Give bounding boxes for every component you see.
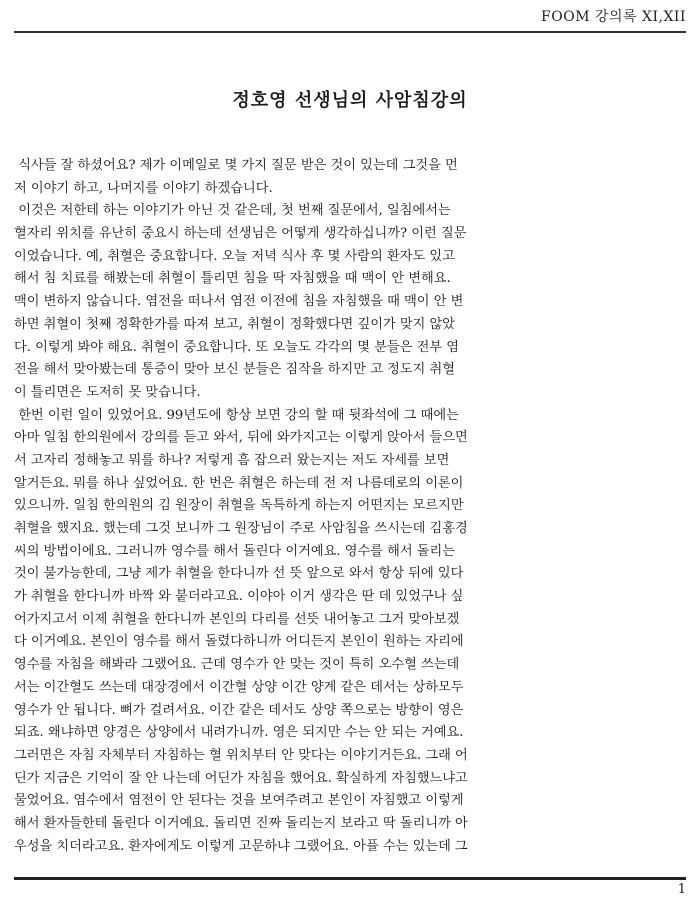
body-line: 알거든요. 뭐를 하나 싶었어요. 한 번은 취혈은 하는데 전 저 나름데로의 이론이 [14,475,464,491]
body-line: 것이 불가능한데, 그냥 제가 취혈을 한다니까 선 뜻 앞으로 와서 항상 뒤에 있다 [14,566,464,582]
body-line: 딘가 지금은 기억이 잘 안 나는데 어딘가 자침을 했어요. 확실하게 자침했느냐고 [14,770,468,786]
body-line: 하면 취혈이 첫째 정확한가를 따져 보고, 취혈이 정확했다면 깊이가 맞지 않았 [14,316,456,332]
body-line: 다 이거예요. 본인이 영수를 해서 돌렸다하니까 어디든지 본인이 원하는 자리에 [14,634,464,650]
lecture-body [14,155,686,858]
body-line: 전을 해서 맞아봤는데 통증이 맞아 보신 분들은 짐작을 하지만 고 정도지 취혈 [14,362,456,378]
body-line: 한번 이런 일이 있었어요. 99년도에 항상 보면 강의 할 때 뒷좌석에 그 때에는 [14,407,459,423]
body-line: 혈자리 위치를 유난히 중요시 하는데 선생님은 어떻게 생각하십니까? 이런 질문 [14,226,467,242]
body-line: 아마 일침 한의원에서 강의를 듣고 와서, 뒤에 와가지고는 이렇게 앉아서 들으면 [14,430,468,446]
body-line: 다. 이렇게 봐야 해요. 취혈이 중요합니다. 또 오늘도 각각의 몇 분들은 전부 염 [14,339,460,355]
body-line: 이었습니다. 예, 취혈은 중요합니다. 오늘 저녁 식사 후 몇 사람의 환자도 있고 [14,248,455,264]
body-line: 식사들 잘 하셨어요? 제가 이메일로 몇 가지 질문 받은 것이 있는데 그것을 먼 [14,158,458,173]
body-line: 있으니까. 일침 한의원의 김 원장이 취혈을 독특하게 하는지 어떤지는 모르지만 [14,498,464,514]
body-line: 해서 환자들한테 돌린다 이거예요. 돌리면 진짜 돌리는지 보라고 딱 돌리니까 아 [14,815,468,831]
body-line: 이 틀리면은 도저히 못 맞습니다. [14,384,201,400]
running-header: FOOM 강의록 XI,XII [541,9,686,25]
body-line: 취혈을 했지요. 했는데 그것 보니까 그 원장님이 주로 사암침을 쓰시는데 김홍경 [14,521,468,536]
body-line: 가 취혈을 한다니까 바짝 와 붙더라고요. 이야아 이거 생각은 딴 데 있었구나 싶 [14,589,464,605]
body-line: 우성을 치더라고요. 환자에게도 이렇게 고문하냐 그랬어요. 아플 수는 있는데 그 [14,838,468,854]
body-line: 영수를 자침을 해봐라 그랬어요. 근데 영수가 안 맞는 것이 특히 오수혈 쓰는데 [14,657,460,673]
body-line: 맥이 변하지 않습니다. 염전을 떠나서 염전 이전에 침을 자침했을 때 맥이 안 변 [14,294,464,310]
body-line: 그러면은 자침 자체부터 자침하는 혈 위치부터 안 맞다는 이야기거든요. 그래 어 [14,747,468,763]
body-line: 어가지고서 이제 취혈을 한다니까 본인의 다리를 선뜻 내어놓고 그거 맞아보겠 [14,611,460,627]
page-title: 정호영 선생님의 사암침강의 [232,90,468,111]
body-line: 영수가 안 됩니다. 뼈가 걸려서요. 이간 같은 데서도 상양 쪽으로는 방향이 영은 [14,702,464,718]
body-line: 되죠. 왜냐하면 양경은 상양에서 내려가니까. 영은 되지만 수는 안 되는 거예요. [14,725,464,741]
page-number: 1 [677,882,686,897]
body-line: 물었어요. 염수에서 염전이 안 된다는 것을 보여주려고 본인이 자침했고 이렇게 [14,793,464,809]
body-line: 씨의 방법이에요. 그러니까 영수를 해서 돌린다 이거예요. 영수를 해서 돌리는 [14,543,456,559]
header-divider [14,31,686,33]
body-line: 이것은 저한테 하는 이야기가 아닌 것 같은데, 첫 번째 질문에서, 일침에서는 [14,203,451,219]
body-line: 서는 이간혈도 쓰는데 대장경에서 이간혈 상양 이간 양계 같은 데서는 상하모두 [14,679,464,695]
footer-divider [14,877,686,880]
body-line: 해서 침 치료를 해봤는데 취혈이 틀리면 침을 딱 자침했을 때 맥이 안 변해요. [14,271,451,287]
body-line: 서 고자리 정해놓고 뭐를 하나? 저렇게 흠 잡으러 왔는지는 저도 자세를 보면 [14,452,450,468]
body-line: 저 이야기 하고, 나머지를 이야기 하겠습니다. [14,180,273,196]
